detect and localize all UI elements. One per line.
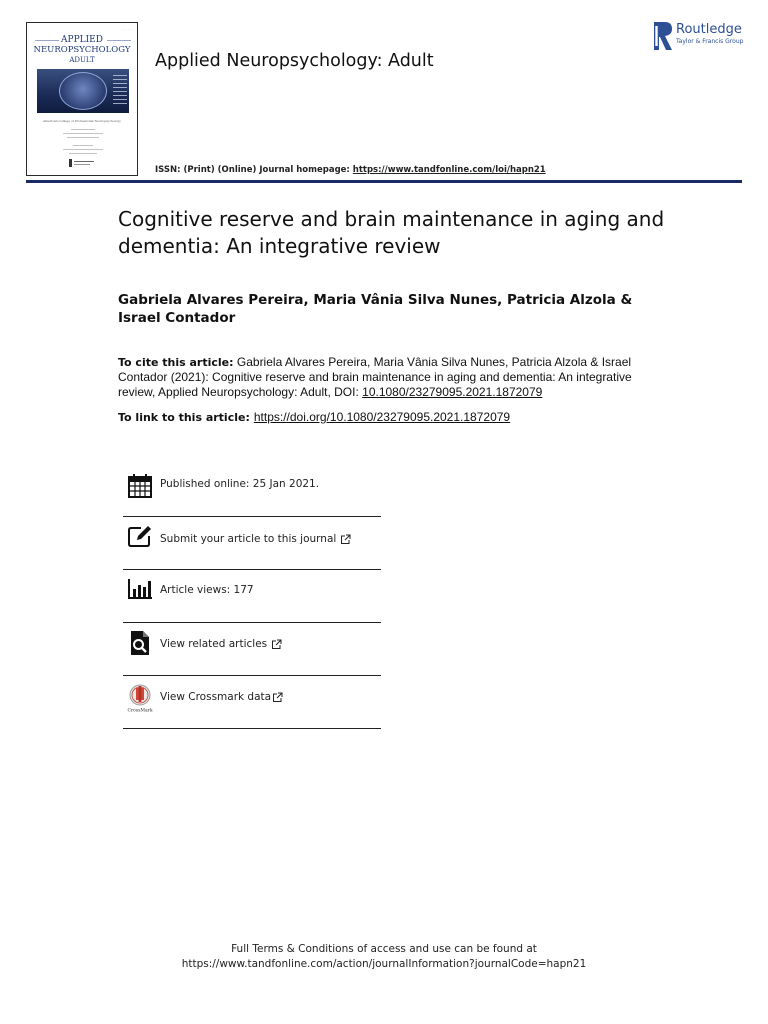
cover-brain-image: [37, 69, 129, 113]
routledge-logo-icon: [654, 22, 672, 50]
calendar-icon: [127, 473, 153, 499]
crossmark-text: View Crossmark data: [160, 691, 272, 703]
submit-article-row[interactable]: [123, 518, 381, 570]
publisher-group: Taylor & Francis Group: [676, 38, 744, 45]
article-views-text: Article views: 177: [160, 584, 254, 596]
journal-homepage-link[interactable]: https://www.tandfonline.com/loi/hapn21: [352, 165, 546, 175]
submit-edit-icon: [127, 524, 153, 550]
published-online-text: Published online: 25 Jan 2021.: [160, 478, 320, 490]
citation-block: [118, 355, 663, 400]
citation-text: Gabriela Alvares Pereira, Maria Vânia Silva Nunes, Patricia Alzola & Israel Contador (2021): Cognitive reserve and brain maintenance in aging and dementia: An integrative review, Applied Neuropsychology: Adult, DOI:: [118, 355, 632, 399]
article-views-row: [123, 571, 381, 623]
article-doi-link[interactable]: https://doi.org/10.1080/23279095.2021.1872079: [253, 410, 511, 424]
info-divider: [123, 622, 381, 623]
cover-title-line2: NEUROPSYCHOLOGY: [33, 45, 131, 55]
crossmark-link[interactable]: [160, 691, 283, 703]
info-divider: [123, 569, 381, 570]
crossmark-caption: CrossMark: [127, 708, 153, 713]
citation-doi-link[interactable]: 10.1080/23279095.2021.1872079: [362, 385, 543, 399]
info-divider: [123, 675, 381, 676]
submit-article-text: Submit your article to this journal: [160, 533, 337, 545]
related-articles-link[interactable]: [160, 638, 282, 650]
cover-title-line1: APPLIED: [61, 35, 103, 45]
external-link-icon: [271, 639, 282, 650]
footer-url[interactable]: https://www.tandfonline.com/action/journalInformation?journalCode=hapn21: [181, 958, 587, 970]
journal-cover-thumbnail: [26, 22, 138, 176]
cover-society-text: American College of Professional Neuropsychology: [43, 119, 121, 123]
external-link-icon: [340, 534, 351, 545]
citation-label: To cite this article:: [118, 356, 234, 369]
info-divider: [123, 516, 381, 517]
issn-text: ISSN: (Print) (Online) Journal homepage:: [155, 165, 353, 175]
article-link-label: To link to this article:: [118, 411, 250, 424]
external-link-icon: [272, 692, 283, 703]
publisher-name: Routledge: [676, 22, 742, 37]
article-title: Cognitive reserve and brain maintenance in aging and dementia: An integrative review: [118, 207, 665, 258]
info-divider: [123, 728, 381, 729]
header-divider: [26, 180, 742, 183]
publisher-logo[interactable]: [654, 22, 754, 52]
cover-header-text: · · · · · ·: [122, 27, 133, 31]
article-link-block: [118, 410, 663, 424]
related-articles-search-icon: [127, 630, 153, 656]
journal-title: Applied Neuropsychology: Adult: [155, 51, 434, 71]
article-authors: Gabriela Alvares Pereira, Maria Vânia Silva Nunes, Patricia Alzola & Israel Contador: [118, 292, 633, 326]
issn-homepage-line: [155, 165, 546, 175]
bar-chart-icon: [127, 576, 153, 602]
crossmark-row[interactable]: [123, 677, 381, 729]
footer-line1: Full Terms & Conditions of access and use can be found at: [231, 943, 537, 955]
published-online-row: [123, 464, 381, 516]
crossmark-icon: [125, 683, 155, 713]
cover-title-line3: ADULT: [69, 56, 95, 64]
related-articles-text: View related articles: [160, 638, 268, 650]
submit-article-link[interactable]: [160, 533, 351, 545]
related-articles-row[interactable]: [123, 624, 381, 676]
footer-terms: [0, 942, 768, 972]
cover-publisher-logo: [69, 159, 95, 167]
